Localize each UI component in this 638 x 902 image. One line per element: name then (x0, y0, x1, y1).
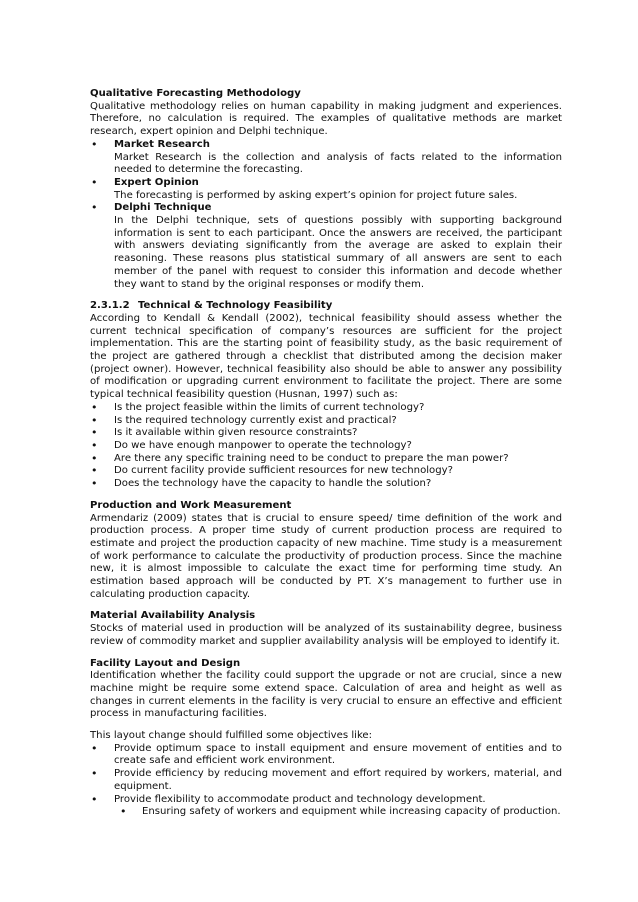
list-item: • Does the technology have the capacity to handle the solution? (90, 478, 562, 491)
objectives-intro: This layout change should fulfilled some objectives like: (90, 730, 373, 742)
list-item (90, 177, 562, 202)
list-item: • Are there any specific training need to be conduct to prepare the man power? (90, 453, 562, 466)
material-heading: Material Availability Analysis (90, 610, 256, 622)
document-page (90, 88, 562, 819)
qualitative-methods-list (90, 139, 562, 291)
list-item: • Ensuring safety of workers and equipment while increasing capacity of production. (90, 806, 562, 819)
technical-intro: According to Kendall & Kendall (2002), technical feasibility should assess whether the current technical specification of company’s resources are sufficient for the project implementation. This are the starting point of feasibility study, as the basic requirement of the project are gathered through a checklist that distributed among the decision maker (project owner). However, technical feasibility also should be able to answer any possibility of modification or upgrading current environment to facilitate the project. There are some typical technical feasibility question (Husnan, 1997) such as: (90, 312, 562, 401)
production-heading: Production and Work Measurement (90, 499, 292, 511)
method-body: The forecasting is performed by asking expert’s opinion for project future sales. (114, 189, 518, 201)
section-title: Technical & Technology Feasibility (138, 300, 333, 312)
list-item (90, 139, 562, 177)
technical-questions-list (90, 402, 562, 491)
method-title: • Delphi Technique (114, 202, 212, 214)
material-body: Stocks of material used in production will be analyzed of its sustainability degree, business review of commodity market and supplier availability analysis will be employed to identify it. (90, 623, 562, 647)
list-item: • Is the project feasible within the limits of current technology? (90, 402, 562, 415)
technical-heading (90, 300, 562, 313)
method-title: • Market Research (114, 138, 210, 150)
facility-heading: Facility Layout and Design (90, 657, 241, 669)
list-item: • Is the required technology currently exist and practical? (90, 415, 562, 428)
production-body: Armendariz (2009) states that is crucial to ensure speed/ time definition of the work and production process. A proper time study of current production process are required to estimate and project the production capacity of new machine. Time study is a measurement of work performance to calculate the productivity of production process. Since the machine new, it is almost impossible to calculate the exact time for performing time study. An estimation based approach will be conducted by PT. X’s management to further use in calculating production capacity. (90, 512, 562, 600)
sub-objectives-list (90, 806, 562, 819)
list-item: • Do current facility provide sufficient resources for new technology? (90, 465, 562, 478)
list-item: • Provide efficiency by reducing movement and effort required by workers, material, and equipment. (90, 768, 562, 793)
method-title: • Expert Opinion (114, 176, 199, 188)
qualitative-heading: Qualitative Forecasting Methodology (90, 88, 301, 99)
section-number: 2.3.1.2 (90, 300, 130, 312)
list-item: • Do we have enough manpower to operate the technology? (90, 440, 562, 453)
qualitative-intro: Qualitative methodology relies on human capability in making judgment and experiences. Therefore, no calculation is required. The examples of qualitative methods are market research, expert opinion and Delphi technique. (90, 100, 562, 138)
method-body: In the Delphi technique, sets of questions possibly with supporting background information is sent to each participant. Once the answers are received, the participant with answers deviating significantly from the average are asked to explain their reasoning. These reasons plus statistical summary of all answers are sent to each member of the panel with request to consider this information and decode whether they want to stand by the original responses or modify them. (114, 215, 562, 290)
method-body: Market Research is the collection and analysis of facts related to the information needed to determine the forecasting. (114, 151, 562, 176)
list-item: • Provide optimum space to install equipment and ensure movement of entities and to create safe and efficient work environment. (90, 743, 562, 768)
list-item: • Provide flexibility to accommodate product and technology development. (90, 794, 562, 807)
list-item (90, 202, 562, 291)
facility-body: Identification whether the facility could support the upgrade or not are crucial, since a new machine might be require some extend space. Calculation of area and height as well as changes in current elements in the facility is very crucial to ensure an effective and efficient process in manufacturing facilities. (90, 670, 562, 720)
list-item: • Is it available within given resource constraints? (90, 427, 562, 440)
objectives-list (90, 743, 562, 807)
